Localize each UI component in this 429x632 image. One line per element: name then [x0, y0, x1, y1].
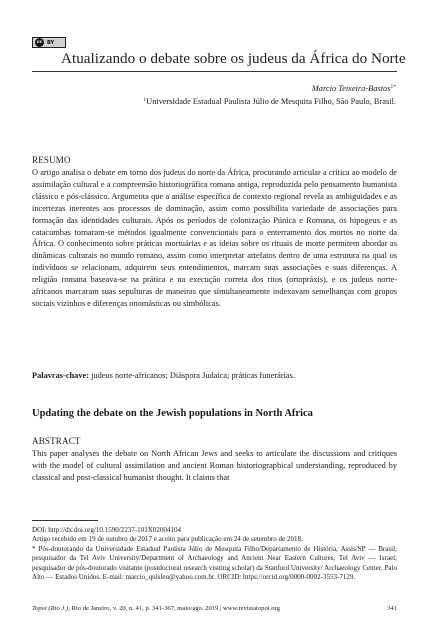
- footnote-divider: [32, 520, 98, 521]
- resumo-heading: RESUMO: [32, 155, 71, 165]
- author-footnote: * Pós-doutorando da Universidade Estadual Paulista Júlio de Mesquita Filho/Departamento de História, Assis/SP — Brasil; pesquisador da Tel Aviv University/Department of Archaeology and Ancient Near Eastern Cultures, Tel Aviv — Israel; pesquisador de pós-doutorado visitante (postdoctoral research visiting scholar) da Stanford University/ Archaeology Center, Palo Alto — Estados Unidos. E-mail: marcio_quisleu@yahoo.com.br. ORCID: https://orcid.org/0000-0002-3553-7129.: [32, 544, 397, 582]
- abstract-heading: ABSTRACT: [32, 436, 81, 446]
- affiliation-line: [143, 97, 396, 106]
- keywords-label: Palavras-chave:: [32, 371, 90, 380]
- citation-details: , Rio de Janeiro, v. 20, n. 41, p. 341-367, maio/ago. 2019 | www.revistatopoi.org: [68, 605, 280, 612]
- keywords-text: judeus norte-africanos; Diáspora Judaica; práticas funerárias.: [89, 371, 295, 380]
- cc-by-label: BY: [47, 39, 55, 46]
- journal-citation: [32, 605, 280, 612]
- journal-name: Topoi (Rio J.): [32, 605, 69, 612]
- resumo-text: O artigo analisa o debate em torno dos judeus do norte da África, procurando articular a crítica ao modelo de assimilação cultural e a compreensão historiográfica romana antiga, reproduzida pelo pensamento humanista clássico e pós-clássico. Argumenta que a análise específica de contexto regional revela as ambiguidades e as incertezas inerentes aos processos de dominação, assim como possibilita variedade de associações para formação das identidades culturais. Após os períodos de colonização Púnica e Romana, os hipogeus e as catacumbas tornaram-se métodos igualmente convencionais para o enterramento dos mortos no norte da África. O conhecimento sobre práticas mortuárias e as ideias sobre os rituais de morte permitem abordar as dinâmicas culturais no mundo romano, assim como interpretar artefatos dentro de uma estrutura na qual os indivíduos se relacionam, adquirem seus entendimentos, marcam suas associações e suas diferenças. A religião romana baseava-se na prática e na execução correta dos ritos (ortopráxis), e os judeus norte-africanos marcaram suas sepulturas de maneiras que simultaneamente indexavam semelhanças com grupos sociais vizinhos e diferenças onomásticas ou simbólicas.: [32, 168, 397, 308]
- creative-commons-by-icon[interactable]: [32, 37, 66, 48]
- page-number: 341: [387, 605, 397, 612]
- author-name: Marcio Teixeira-Bastos: [311, 84, 391, 93]
- keywords-line: [32, 370, 397, 382]
- doi-link[interactable]: DOI: http://dx.doi.org/10.1590/2237-101X02004104: [32, 526, 182, 534]
- footnotes: [32, 526, 397, 582]
- abstract-text: This paper analyses the debate on North African Jews and seeks to articulate the discussions and critiques with the model of cultural assimilation and ancient Roman historiographical understanding, reproduced by classical and post-classical humanist thought. It claims that: [32, 449, 397, 482]
- dates-note: Artigo recebido em 19 de outubro de 2017 e aceito para publicação em 24 de setembro de 2018.: [32, 535, 303, 544]
- affiliation-text: Universidade Estadual Paulista Júlio de Mesquita Filho, São Paulo, Brasil.: [146, 97, 396, 106]
- page-footer: [32, 605, 397, 612]
- author-marks: 1*: [390, 84, 396, 90]
- cc-logo: cc: [36, 40, 43, 45]
- english-title: Updating the debate on the Jewish populations in North Africa: [32, 408, 313, 419]
- affiliation-mark: 1: [143, 97, 147, 103]
- author-line: [312, 84, 396, 93]
- article-title: Atualizando o debate sobre os judeus da África do Norte: [61, 50, 406, 67]
- title-divider: [32, 71, 397, 72]
